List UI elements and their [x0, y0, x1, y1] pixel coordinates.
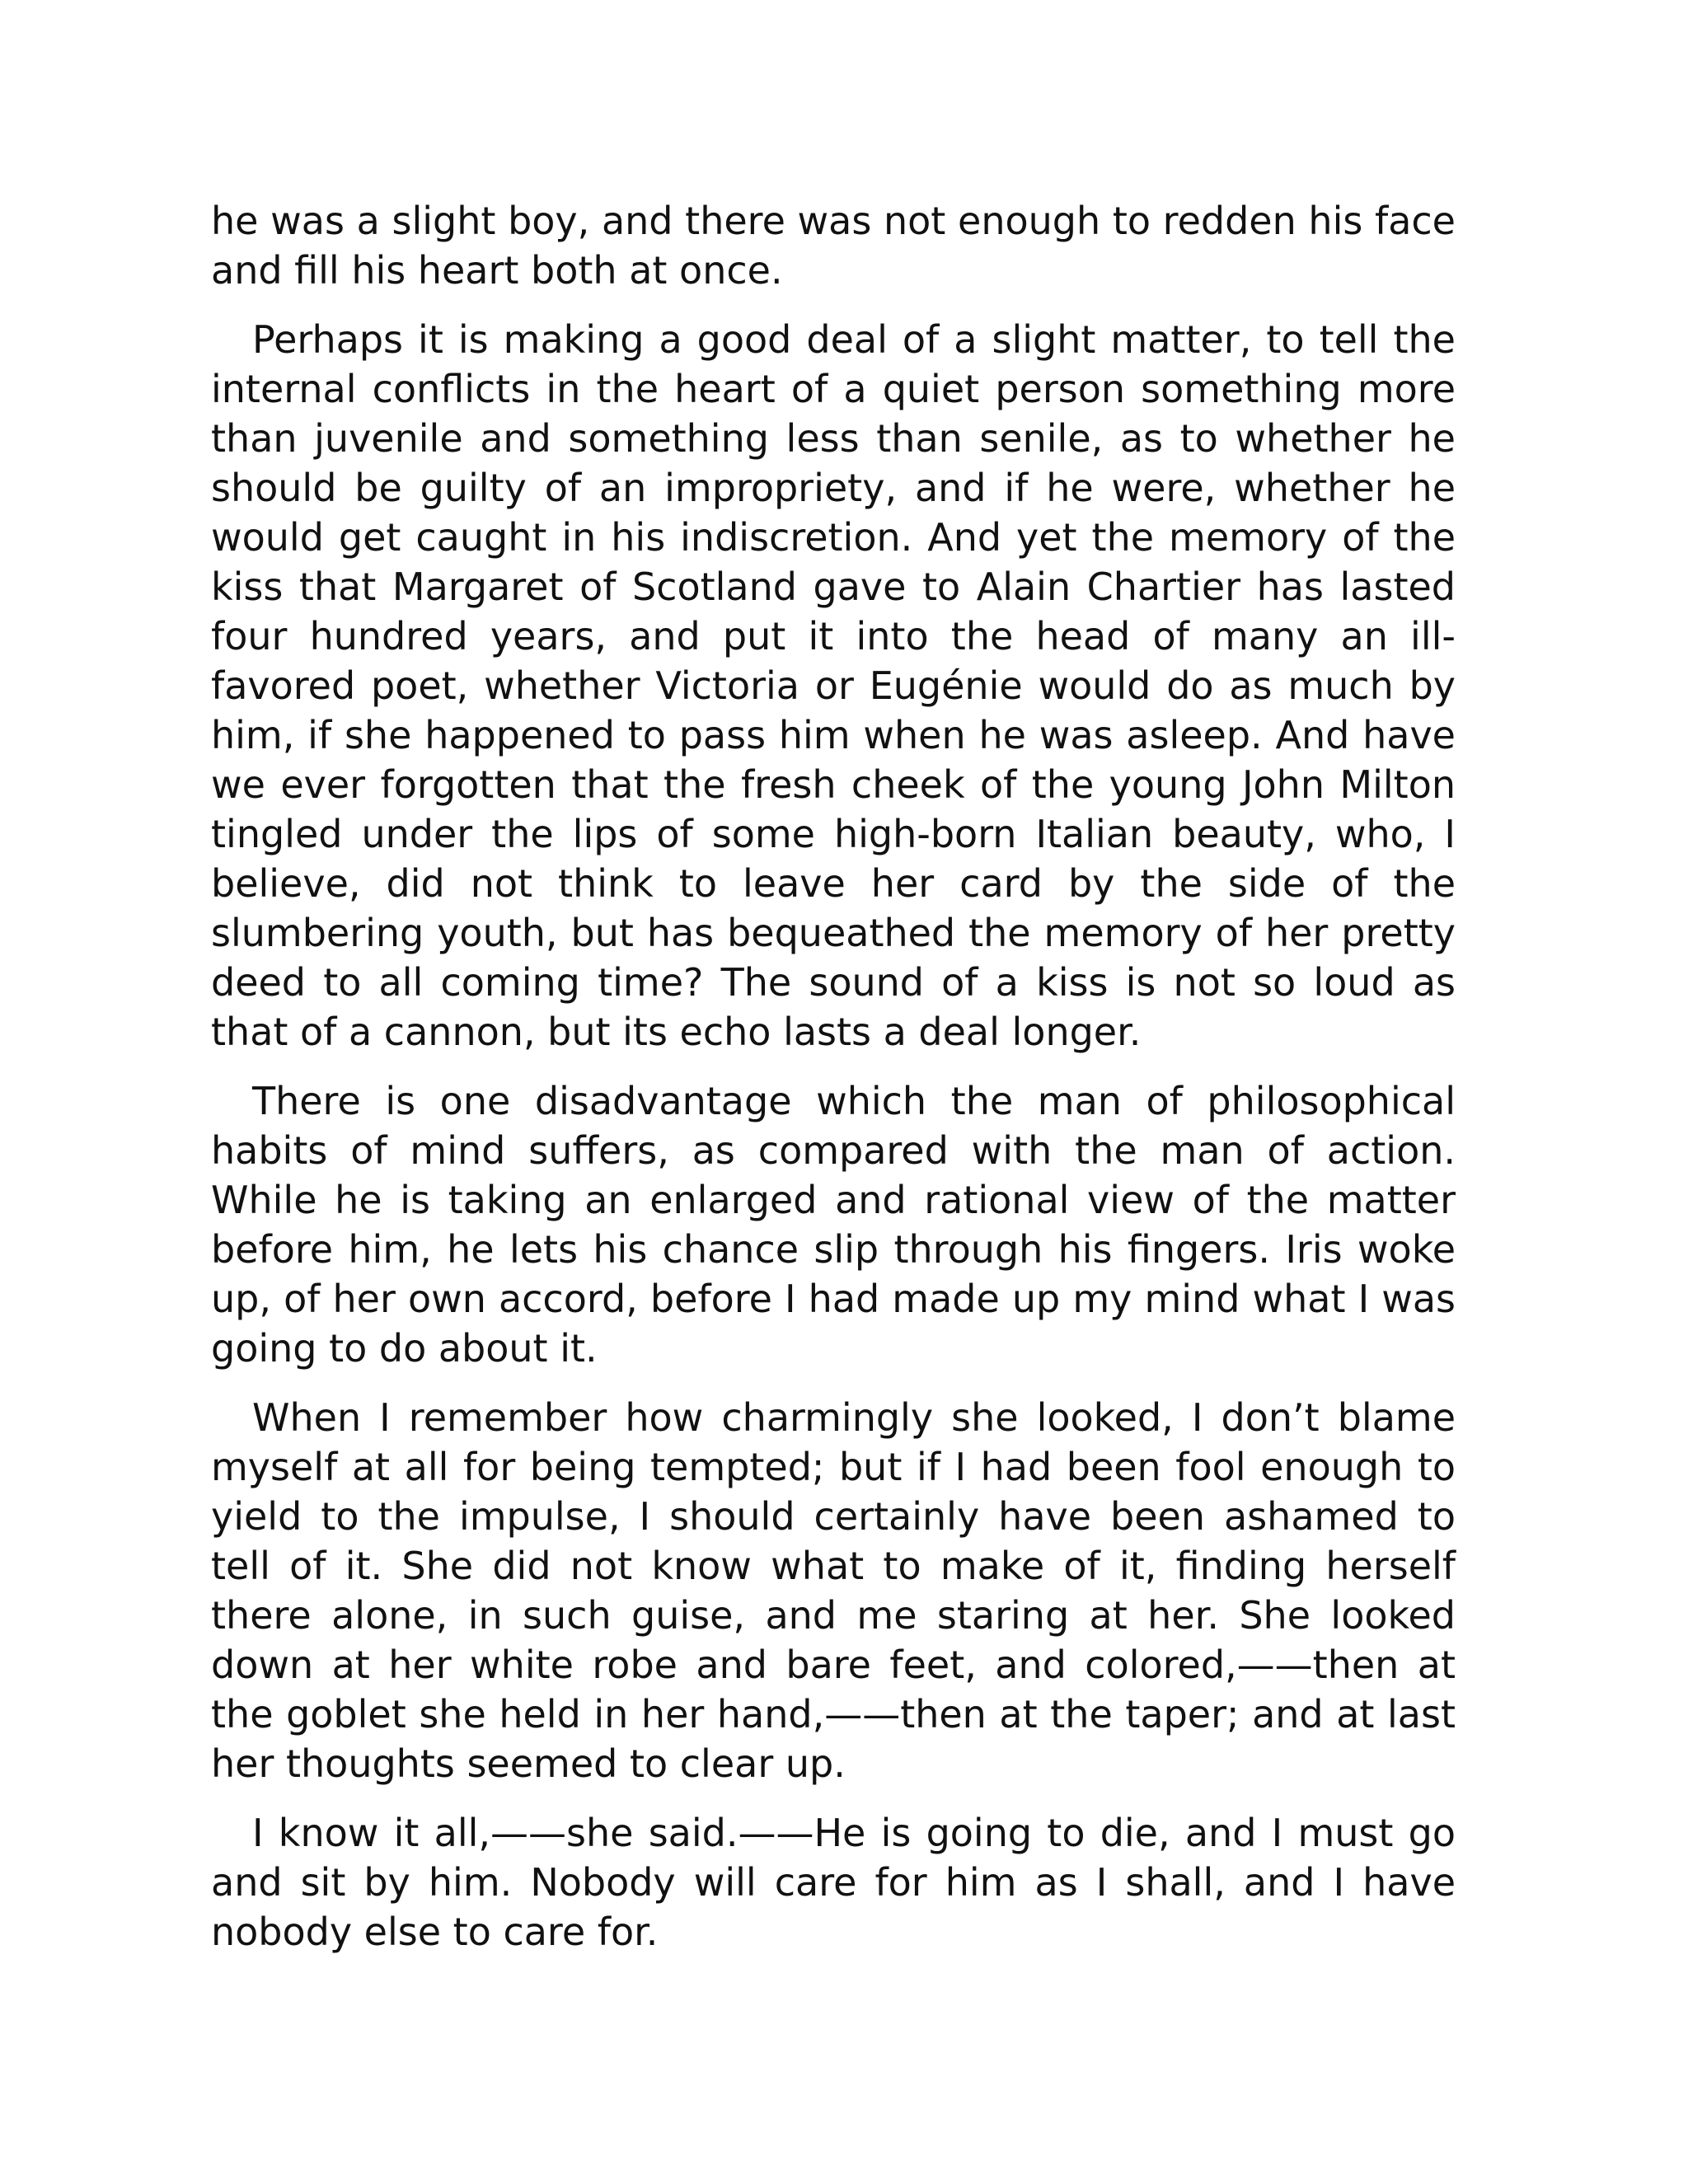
document-page — [211, 196, 1456, 1976]
paragraph-iris-speech: I know it all,——she said.——He is going to die, and I must go and sit by him. Nobody will care for him as I shall, and I have nobody else to care for. — [211, 1811, 1456, 1954]
paragraph-philosophical-habits: There is one disadvantage which the man of philosophical habits of mind suffers, as compared with the man of action. While he is taking an enlarged and rational view of the matter before him, he lets his chance slip through his fingers. Iris woke up, of her own accord, before I had made up my mind what I was going to do about it. — [211, 1079, 1456, 1371]
paragraph-kiss-memory: Perhaps it is making a good deal of a slight matter, to tell the internal conflicts in the heart of a quiet person something more than juvenile and something less than senile, as to whether he should be guilty of an impropriety, and if he were, whether he would get caught in his indiscretion. And yet the memory of the kiss that Margaret of Scotland gave to Alain Chartier has lasted four hundred years, and put it into the head of many an ill-favored poet, whether Victoria or Eugénie would do as much by him, if she happened to pass him when he was asleep. And have we ever forgotten that the fresh cheek of the young John Milton tingled under the lips of some high-born Italian beauty, who, I believe, did not think to leave her card by the side of the slumbering youth, but has bequeathed the memory of her pretty deed to all coming time? The sound of a kiss is not so loud as that of a cannon, but its echo lasts a deal longer. — [211, 317, 1456, 1054]
paragraph-temptation: When I remember how charmingly she looked, I don’t blame myself at all for being tempted; but if I had been fool enough to yield to the impulse, I should certainly have been ashamed to tell of it. She did not know what to make of it, finding herself there alone, in such guise, and me staring at her. She looked down at her white robe and bare feet, and colored,——then at the goblet she held in her hand,——then at the taper; and at last her thoughts seemed to clear up. — [211, 1395, 1456, 1786]
paragraph-continuation: he was a slight boy, and there was not enough to redden his face and fill his heart both at once. — [211, 199, 1456, 293]
